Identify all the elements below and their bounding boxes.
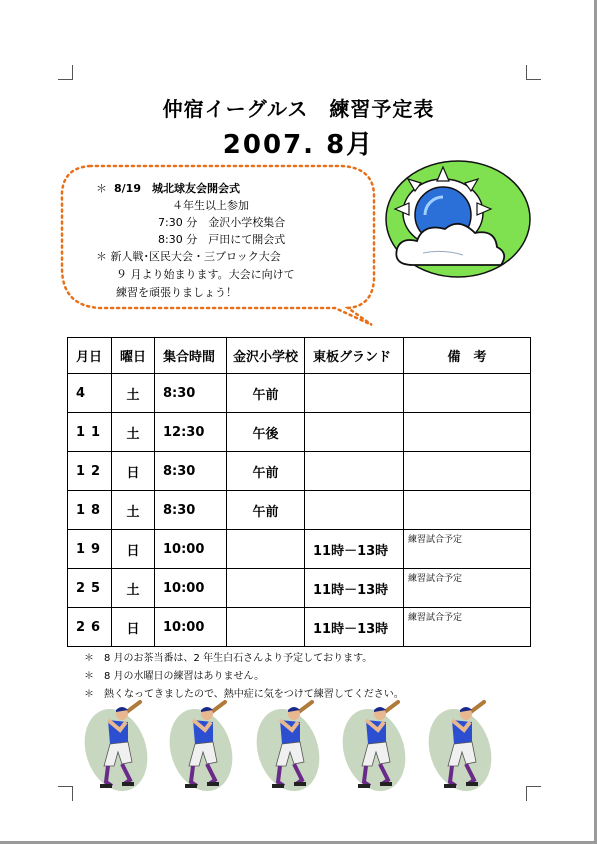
- notice-text: 新人戦･区民大会・三ブロック大会: [110, 250, 281, 263]
- cell-remarks: 練習試合予定: [404, 608, 531, 647]
- cell-meet-time: 10:00: [155, 530, 227, 569]
- cell-meet-time: 10:00: [155, 608, 227, 647]
- cell-date: 11: [68, 413, 112, 452]
- footnote-line: ＊ 熱くなってきましたので、熱中症に気をつけて練習してください。: [84, 689, 404, 700]
- header-kanazawa: 金沢小学校: [227, 338, 305, 374]
- cell-date: 26: [68, 608, 112, 647]
- footnotes: [84, 650, 404, 704]
- table-row: [68, 452, 531, 491]
- baseball-players-row: [78, 700, 498, 796]
- notice-text: 8/19 城北球友会開会式: [114, 182, 240, 195]
- baseball-player-icon: [159, 701, 242, 792]
- footnote-line: ＊ 8 月の水曜日の練習はありません。: [84, 671, 265, 682]
- notice-line-4: 8:30 分 戸田にて開会式: [158, 233, 286, 246]
- cell-date: 18: [68, 491, 112, 530]
- cell-remarks: [404, 374, 531, 413]
- cell-remarks: 練習試合予定: [404, 530, 531, 569]
- notice-line-1: [96, 180, 240, 197]
- cell-kanazawa: 午前: [227, 452, 305, 491]
- table-row: [68, 413, 531, 452]
- cell-weekday: 土: [112, 491, 155, 530]
- page-subtitle: 2007. 8月: [222, 130, 375, 160]
- table-row: [68, 530, 531, 569]
- schedule-table: [67, 337, 531, 647]
- cell-kanazawa: 午前: [227, 374, 305, 413]
- page-title: 仲宿イーグルス 練習予定表: [162, 97, 435, 121]
- header-touban: 東板グランド: [305, 338, 404, 374]
- cell-weekday: 日: [112, 608, 155, 647]
- table-row: [68, 374, 531, 413]
- cell-touban: 11時－13時: [305, 530, 404, 569]
- header-remarks: 備 考: [404, 338, 531, 374]
- cell-kanazawa: 午前: [227, 491, 305, 530]
- cell-date: 19: [68, 530, 112, 569]
- cell-touban: 11時－13時: [305, 608, 404, 647]
- cell-meet-time: 8:30: [155, 452, 227, 491]
- notice-line-3: 7:30 分 金沢小学校集合: [158, 216, 286, 229]
- cell-touban: [305, 452, 404, 491]
- bullet-mark: ＊: [96, 182, 107, 195]
- notice-line-2: ４年生以上参加: [172, 199, 249, 212]
- cell-weekday: 土: [112, 569, 155, 608]
- baseball-player-icons: [78, 700, 498, 792]
- sun-cloud-icon: [383, 157, 533, 287]
- cell-meet-time: 12:30: [155, 413, 227, 452]
- footnote-line: ＊ 8 月のお茶当番は、2 年生白石さんより予定しております。: [84, 653, 373, 664]
- cell-meet-time: 10:00: [155, 569, 227, 608]
- cell-date: 12: [68, 452, 112, 491]
- baseball-player-icon: [418, 701, 498, 792]
- baseball-player-icon: [78, 701, 158, 792]
- table-row: [68, 491, 531, 530]
- cell-weekday: 土: [112, 413, 155, 452]
- cell-remarks: [404, 452, 531, 491]
- baseball-player-icon: [332, 701, 415, 792]
- cell-kanazawa: [227, 608, 305, 647]
- cell-touban: 11時－13時: [305, 569, 404, 608]
- cell-remarks: [404, 413, 531, 452]
- bullet-mark: ＊: [96, 250, 107, 263]
- cell-kanazawa: [227, 530, 305, 569]
- cell-weekday: 日: [112, 452, 155, 491]
- cell-kanazawa: [227, 569, 305, 608]
- table-row: [68, 608, 531, 647]
- cell-date: 25: [68, 569, 112, 608]
- notice-line-7: 練習を頑張りましょう！: [116, 286, 237, 299]
- header-date: 月日: [68, 338, 112, 374]
- cell-remarks: 練習試合予定: [404, 569, 531, 608]
- cell-remarks: [404, 491, 531, 530]
- cell-kanazawa: 午後: [227, 413, 305, 452]
- cell-weekday: 日: [112, 530, 155, 569]
- cell-weekday: 土: [112, 374, 155, 413]
- cell-touban: [305, 374, 404, 413]
- header-weekday: 曜日: [112, 338, 155, 374]
- cell-touban: [305, 491, 404, 530]
- table-row: [68, 569, 531, 608]
- notice-line-5: [96, 248, 281, 265]
- cell-touban: [305, 413, 404, 452]
- cell-meet-time: 8:30: [155, 491, 227, 530]
- cell-date: 4: [68, 374, 112, 413]
- notice-line-6: ９ 月より始まります。大会に向けて: [116, 268, 295, 281]
- cell-meet-time: 8:30: [155, 374, 227, 413]
- header-meet-time: 集合時間: [155, 338, 227, 374]
- baseball-player-icon: [246, 701, 329, 792]
- table-header-row: [68, 338, 531, 374]
